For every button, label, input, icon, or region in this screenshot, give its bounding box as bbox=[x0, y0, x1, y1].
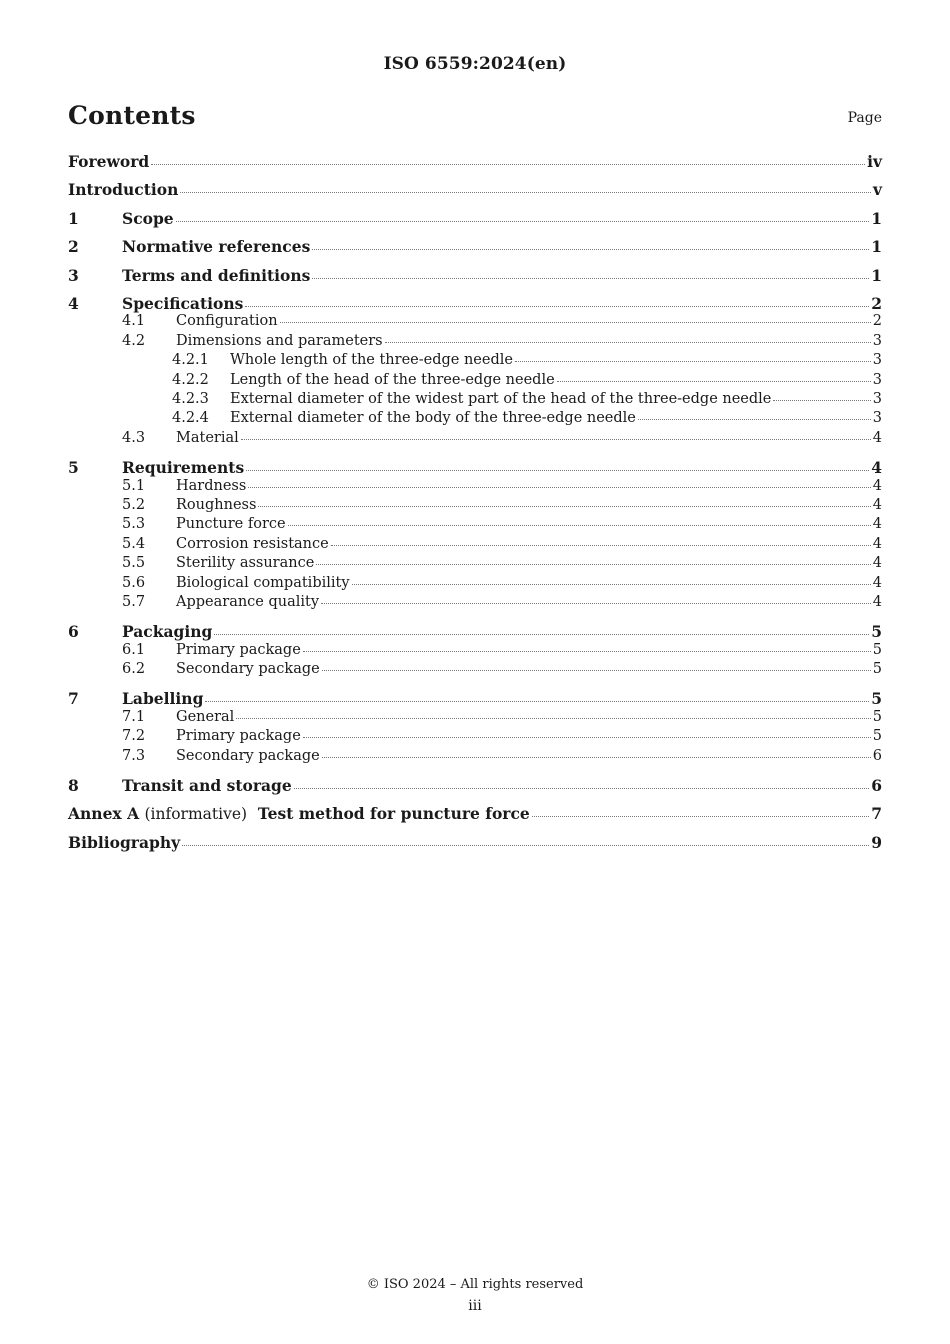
dot-leader bbox=[303, 737, 871, 738]
toc-entry-title: Packaging bbox=[122, 622, 213, 642]
toc-entry-title: Transit and storage bbox=[122, 775, 292, 795]
toc-entry-title: Labelling bbox=[122, 689, 204, 709]
dot-leader bbox=[303, 651, 871, 652]
toc-entry-number: 6.1 bbox=[122, 641, 146, 658]
dot-leader bbox=[182, 845, 869, 846]
toc-entry-page: 4 bbox=[872, 477, 882, 494]
toc-entry-title: Configuration bbox=[176, 313, 278, 330]
toc-entry-number: 4.2 bbox=[122, 332, 146, 349]
annex-qualifier: (informative) bbox=[144, 805, 248, 824]
toc-entry-foreword[interactable] bbox=[68, 152, 882, 172]
toc-entry-number: 4 bbox=[68, 293, 79, 313]
toc-entry-number: 4.1 bbox=[122, 313, 146, 330]
toc-entry-introduction[interactable] bbox=[68, 180, 882, 200]
toc-entry-title: Length of the head of the three-edge needle bbox=[230, 371, 555, 388]
dot-leader bbox=[180, 192, 871, 193]
toc-entry-page: 7 bbox=[871, 804, 882, 824]
toc-entry-title: Biological compatibility bbox=[176, 574, 350, 591]
toc-entry-number: 5.3 bbox=[122, 516, 146, 533]
toc-entry-normative-references[interactable] bbox=[68, 237, 882, 257]
toc-entry-number: 4.2.4 bbox=[172, 410, 209, 427]
toc-entry-number: 5.7 bbox=[122, 593, 146, 610]
toc-entry-title: Sterility assurance bbox=[176, 555, 315, 572]
toc-entry-number: 7.2 bbox=[122, 728, 146, 745]
toc-entry-page: 1 bbox=[871, 237, 882, 257]
toc-entry-number: 5.5 bbox=[122, 555, 146, 572]
toc-entry-page: 2 bbox=[872, 313, 882, 330]
dot-leader bbox=[205, 701, 869, 702]
toc-entry-page: 4 bbox=[872, 535, 882, 552]
toc-entry-body-diameter[interactable] bbox=[68, 410, 882, 429]
toc-entry-number: 4.2.2 bbox=[172, 371, 209, 388]
toc-entry-requirements[interactable] bbox=[68, 458, 882, 478]
toc-entry-puncture-force[interactable] bbox=[68, 516, 882, 535]
toc-entry-head-length[interactable] bbox=[68, 372, 882, 391]
toc-entry-terms-and-definitions[interactable] bbox=[68, 266, 882, 286]
toc-entry-number: 8 bbox=[68, 775, 79, 795]
toc-entry-page: 3 bbox=[872, 332, 882, 349]
toc-entry-title: Scope bbox=[122, 208, 174, 228]
toc-entry-number: 1 bbox=[68, 208, 79, 228]
toc-entry-page: 4 bbox=[872, 429, 882, 446]
toc-entry-number: 6.2 bbox=[122, 661, 146, 678]
toc-entry-title: Requirements bbox=[122, 458, 245, 478]
toc-entry-scope[interactable] bbox=[68, 209, 882, 229]
toc-entry-biological-compatibility[interactable] bbox=[68, 575, 882, 594]
dot-leader bbox=[312, 249, 869, 250]
toc-entry-title: Corrosion resistance bbox=[176, 535, 329, 552]
toc-entry-configuration[interactable] bbox=[68, 313, 882, 332]
toc-entry-title: Terms and definitions bbox=[122, 265, 311, 285]
toc-entry-transit-and-storage[interactable] bbox=[68, 776, 882, 796]
toc-entry-title: Hardness bbox=[176, 477, 247, 494]
toc-entry-labelling[interactable] bbox=[68, 689, 882, 709]
page-column-label: Page bbox=[847, 110, 882, 126]
toc-entry-number: 5 bbox=[68, 458, 79, 478]
toc-entry-page: 5 bbox=[871, 689, 882, 709]
toc-entry-page: 5 bbox=[872, 641, 882, 658]
toc-entry-page: 4 bbox=[872, 574, 882, 591]
toc-entry-number: 7.3 bbox=[122, 747, 146, 764]
dot-leader bbox=[322, 670, 871, 671]
dot-leader bbox=[515, 361, 871, 362]
toc-entry-bibliography[interactable] bbox=[68, 833, 882, 853]
toc-entry-head-widest-diameter[interactable] bbox=[68, 391, 882, 410]
toc-entry-number: 5.2 bbox=[122, 496, 146, 513]
toc-entry-number: 4.2.3 bbox=[172, 391, 209, 408]
toc-entry-title: External diameter of the widest part of the head of the three-edge needle bbox=[230, 391, 772, 408]
toc-entry-corrosion-resistance[interactable] bbox=[68, 536, 882, 555]
dot-leader bbox=[316, 564, 870, 565]
toc-entry-page: 3 bbox=[872, 391, 882, 408]
dot-leader bbox=[352, 584, 871, 585]
dot-leader bbox=[245, 306, 869, 307]
table-of-contents bbox=[68, 152, 882, 852]
dot-leader bbox=[312, 278, 869, 279]
toc-entry-number: 2 bbox=[68, 237, 79, 257]
toc-entry-number: 3 bbox=[68, 265, 79, 285]
toc-entry-page: 5 bbox=[871, 622, 882, 642]
toc-entry-number: 6 bbox=[68, 622, 79, 642]
dot-leader bbox=[294, 788, 869, 789]
toc-entry-page: 4 bbox=[872, 496, 882, 513]
dot-leader bbox=[280, 322, 871, 323]
toc-entry-annex-a[interactable] bbox=[68, 804, 882, 824]
dot-leader bbox=[288, 525, 871, 526]
toc-entry-number: 5.4 bbox=[122, 535, 146, 552]
toc-entry-title bbox=[68, 804, 530, 823]
dot-leader bbox=[322, 757, 871, 758]
toc-entry-title: Material bbox=[176, 429, 239, 446]
toc-entry-page: 4 bbox=[871, 458, 882, 478]
contents-heading: Contents bbox=[68, 101, 196, 130]
toc-entry-page: 5 bbox=[872, 661, 882, 678]
dot-leader bbox=[557, 381, 871, 382]
toc-entry-title: Dimensions and parameters bbox=[176, 332, 383, 349]
toc-entry-primary-package[interactable] bbox=[68, 642, 882, 661]
dot-leader bbox=[236, 718, 870, 719]
toc-entry-page: 9 bbox=[871, 832, 882, 852]
toc-entry-page: 4 bbox=[872, 593, 882, 610]
toc-entry-title: Puncture force bbox=[176, 516, 286, 533]
toc-entry-title: Normative references bbox=[122, 237, 311, 257]
toc-entry-number: 7 bbox=[68, 689, 79, 709]
toc-entry-page: v bbox=[872, 180, 882, 200]
toc-entry-hardness[interactable] bbox=[68, 478, 882, 497]
copyright-notice: © ISO 2024 – All rights reserved bbox=[366, 1277, 584, 1292]
toc-entry-secondary-package[interactable] bbox=[68, 661, 882, 680]
dot-leader bbox=[246, 470, 869, 471]
toc-entry-page: 6 bbox=[871, 775, 882, 795]
toc-entry-number: 7.1 bbox=[122, 708, 146, 725]
toc-entry-labelling-secondary-package[interactable] bbox=[68, 748, 882, 767]
toc-entry-title: External diameter of the body of the three-edge needle bbox=[230, 410, 636, 427]
toc-entry-number: 4.2.1 bbox=[172, 352, 209, 369]
dot-leader bbox=[532, 816, 869, 817]
annex-label: Annex A bbox=[68, 804, 140, 824]
toc-entry-page: 3 bbox=[872, 352, 882, 369]
toc-entry-general[interactable] bbox=[68, 709, 882, 728]
toc-entry-sterility-assurance[interactable] bbox=[68, 555, 882, 574]
toc-entry-roughness[interactable] bbox=[68, 497, 882, 516]
toc-entry-number: 5.6 bbox=[122, 574, 146, 591]
toc-entry-title: Introduction bbox=[68, 180, 179, 200]
dot-leader bbox=[214, 634, 869, 635]
toc-entry-specifications[interactable] bbox=[68, 294, 882, 314]
toc-entry-labelling-primary-package[interactable] bbox=[68, 728, 882, 747]
dot-leader bbox=[331, 545, 871, 546]
toc-entry-title: Secondary package bbox=[176, 661, 320, 678]
document-id-header: ISO 6559:2024(en) bbox=[383, 54, 567, 74]
toc-entry-page: 1 bbox=[871, 208, 882, 228]
dot-leader bbox=[258, 506, 870, 507]
toc-entry-page: 3 bbox=[872, 371, 882, 388]
toc-entry-number: 4.3 bbox=[122, 429, 146, 446]
toc-entry-title: Whole length of the three-edge needle bbox=[230, 352, 513, 369]
dot-leader bbox=[151, 164, 865, 165]
page-number: iii bbox=[468, 1298, 482, 1314]
toc-entry-appearance-quality[interactable] bbox=[68, 594, 882, 613]
toc-entry-title: Bibliography bbox=[68, 832, 181, 852]
toc-entry-page: 4 bbox=[872, 516, 882, 533]
dot-leader bbox=[176, 221, 870, 222]
toc-entry-title: Specifications bbox=[122, 293, 244, 313]
dot-leader bbox=[248, 487, 870, 488]
dot-leader bbox=[241, 439, 871, 440]
toc-entry-page: 4 bbox=[872, 555, 882, 572]
toc-entry-page: iv bbox=[867, 152, 882, 171]
toc-entry-number: 5.1 bbox=[122, 477, 146, 494]
toc-entry-title: General bbox=[176, 708, 235, 725]
dot-leader bbox=[773, 400, 870, 401]
toc-entry-title: Roughness bbox=[176, 496, 257, 513]
toc-entry-page: 5 bbox=[872, 708, 882, 725]
annex-title: Test method for puncture force bbox=[257, 804, 530, 824]
toc-entry-page: 6 bbox=[872, 747, 882, 764]
toc-entry-page: 5 bbox=[872, 728, 882, 745]
toc-entry-page: 2 bbox=[871, 293, 882, 313]
toc-entry-material[interactable] bbox=[68, 430, 882, 449]
toc-entry-dimensions-and-parameters[interactable] bbox=[68, 333, 882, 352]
dot-leader bbox=[638, 419, 871, 420]
toc-entry-page: 3 bbox=[872, 410, 882, 427]
toc-entry-page: 1 bbox=[871, 265, 882, 285]
toc-entry-title: Primary package bbox=[176, 641, 301, 658]
dot-leader bbox=[321, 603, 871, 604]
toc-entry-whole-length[interactable] bbox=[68, 352, 882, 371]
toc-entry-packaging[interactable] bbox=[68, 622, 882, 642]
toc-entry-title: Secondary package bbox=[176, 747, 320, 764]
toc-entry-title: Primary package bbox=[176, 728, 301, 745]
toc-entry-title: Appearance quality bbox=[176, 593, 320, 610]
dot-leader bbox=[385, 342, 871, 343]
toc-entry-title: Foreword bbox=[68, 152, 150, 171]
